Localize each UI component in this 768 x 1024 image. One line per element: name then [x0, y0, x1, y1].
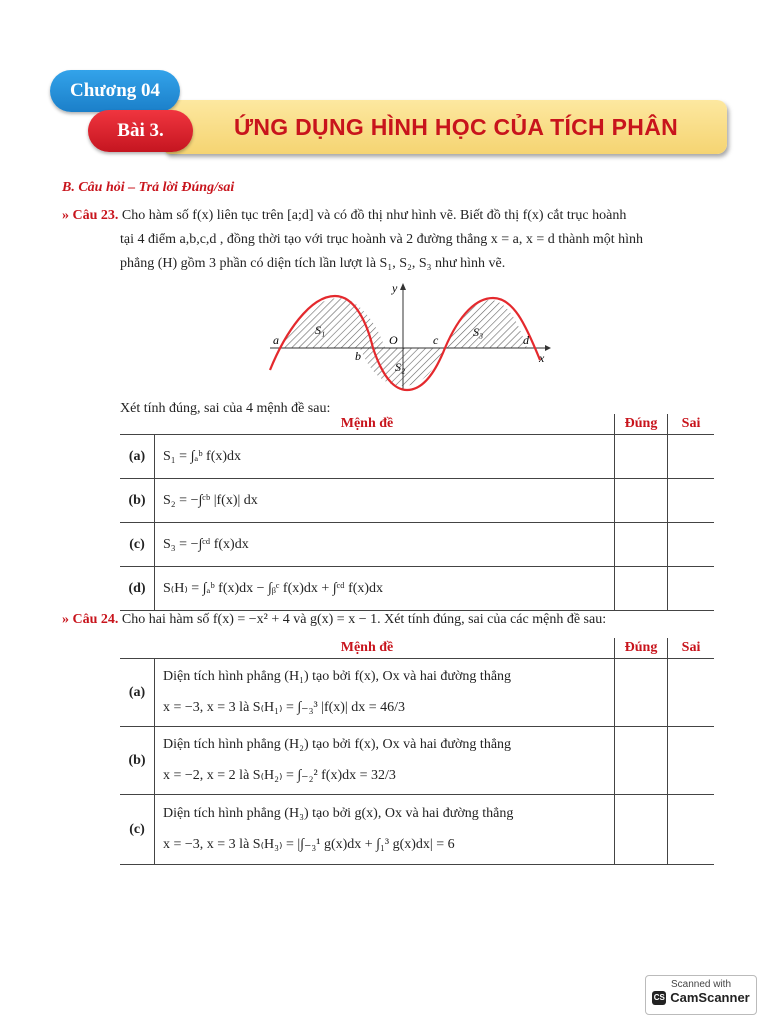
title-banner — [165, 100, 727, 154]
watermark-brand — [646, 990, 756, 1005]
false-cell[interactable] — [668, 479, 715, 523]
row-label: (a) — [120, 435, 155, 479]
row-label: (b) — [120, 479, 155, 523]
lesson-badge — [88, 110, 193, 152]
q24-header-statement: Mệnh đề — [120, 638, 615, 659]
statement-line2: x = −3, x = 3 là S₍H₁₎ = ∫₋₃³ |f(x)| dx = 46/3 — [163, 700, 406, 715]
statement-cell — [155, 795, 615, 865]
q23-line2: tại 4 điểm a,b,c,d , đồng thời tạo với trục hoành và 2 đường thẳng x = a, x = d thành một hình — [120, 232, 644, 247]
statement-line2: x = −2, x = 2 là S₍H₂₎ = ∫₋₂² f(x)dx = 32/3 — [163, 768, 396, 783]
true-cell[interactable] — [615, 523, 668, 567]
false-cell[interactable] — [668, 727, 715, 795]
row-label: (c) — [120, 795, 155, 865]
q24-header-false: Sai — [668, 638, 715, 659]
point-c-label: c — [433, 333, 439, 347]
false-cell[interactable] — [668, 795, 715, 865]
point-a-label: a — [273, 333, 279, 347]
table-row — [120, 523, 714, 567]
true-cell[interactable] — [615, 727, 668, 795]
lesson-label: Bài 3. — [117, 120, 164, 141]
camscanner-logo-icon: CS — [652, 991, 666, 1005]
row-label: (a) — [120, 659, 155, 727]
page-title: ỨNG DỤNG HÌNH HỌC CỦA TÍCH PHÂN — [233, 113, 679, 140]
q24-line1: Cho hai hàm số f(x) = −x² + 4 và g(x) = x − 1. Xét tính đúng, sai của các mệnh đề sau: — [121, 612, 607, 627]
true-cell[interactable] — [615, 659, 668, 727]
function-graph — [255, 278, 560, 396]
statement-line1: Diện tích hình phẳng (H₃) tạo bởi g(x), Ox và hai đường thẳng — [163, 806, 514, 821]
y-axis-arrow — [400, 283, 406, 290]
table-row — [120, 795, 714, 865]
watermark-caption: Scanned with — [670, 979, 732, 990]
x-axis-label: x — [539, 351, 545, 365]
q23-prompt: Xét tính đúng, sai của 4 mệnh đề sau: — [120, 401, 331, 416]
table-row — [120, 435, 714, 479]
q23-line1: Cho hàm số f(x) liên tục trên [a;d] và có đồ thị như hình vẽ. Biết đồ thị f(x) cắt trục hoành — [121, 208, 627, 223]
statement-expr: S₃ = −∫ᶜᵈ f(x)dx — [155, 523, 615, 567]
row-label: (b) — [120, 727, 155, 795]
q24-header-true: Đúng — [615, 638, 668, 659]
q23-header-true: Đúng — [615, 414, 668, 435]
row-label: (c) — [120, 523, 155, 567]
region-s1-label: S₁ — [315, 323, 326, 337]
q24-label: » Câu 24. — [62, 612, 119, 627]
point-d-label: d — [523, 333, 529, 347]
point-b-label: b — [355, 349, 361, 363]
origin-label: O — [389, 333, 398, 347]
true-cell[interactable] — [615, 435, 668, 479]
q24-text — [62, 608, 742, 632]
statement-line1: Diện tích hình phẳng (H₂) tạo bởi f(x), Ox và hai đường thẳng — [163, 737, 512, 752]
chapter-badge — [50, 70, 180, 112]
chapter-label: Chương 04 — [69, 80, 161, 101]
table-row — [120, 479, 714, 523]
false-cell[interactable] — [668, 659, 715, 727]
statement-expr: S₂ = −∫ᶜᵇ |f(x)| dx — [155, 479, 615, 523]
statement-expr: S₍H₎ = ∫ₐᵇ f(x)dx − ∫ᵦᶜ f(x)dx + ∫ᶜᵈ f(x)dx — [155, 567, 615, 611]
q23-label: » Câu 23. — [62, 208, 119, 223]
false-cell[interactable] — [668, 567, 715, 611]
true-cell[interactable] — [615, 567, 668, 611]
statement-cell — [155, 727, 615, 795]
false-cell[interactable] — [668, 435, 715, 479]
q23-table — [120, 414, 714, 611]
q23-header-statement: Mệnh đề — [120, 414, 615, 435]
table-row — [120, 659, 714, 727]
statement-cell — [155, 659, 615, 727]
q23-header-false: Sai — [668, 414, 715, 435]
y-axis-label: y — [392, 281, 398, 295]
x-axis-arrow — [545, 345, 551, 351]
true-cell[interactable] — [615, 795, 668, 865]
statement-line1: Diện tích hình phẳng (H₁) tạo bởi f(x), Ox và hai đường thẳng — [163, 669, 512, 684]
statement-expr: S₁ = ∫ₐᵇ f(x)dx — [155, 435, 615, 479]
false-cell[interactable] — [668, 523, 715, 567]
statement-line2: x = −3, x = 3 là S₍H₃₎ = |∫₋₃¹ g(x)dx + ∫₁³ g(x)dx| = 6 — [163, 837, 455, 852]
row-label: (d) — [120, 567, 155, 611]
watermark-name: CamScanner — [670, 990, 750, 1005]
q23-line3: phẳng (H) gồm 3 phần có diện tích lần lượt là S₁, S₂, S₃ như hình vẽ. — [120, 256, 506, 271]
q23-text — [62, 204, 722, 276]
q24-table — [120, 638, 714, 865]
region-s2-label: S₂ — [395, 360, 406, 374]
camscanner-watermark — [645, 975, 757, 1015]
table-row — [120, 567, 714, 611]
true-cell[interactable] — [615, 479, 668, 523]
region-s3-label: S₃ — [473, 325, 484, 339]
table-row — [120, 727, 714, 795]
section-heading: B. Câu hỏi – Trả lời Đúng/sai — [62, 180, 235, 195]
